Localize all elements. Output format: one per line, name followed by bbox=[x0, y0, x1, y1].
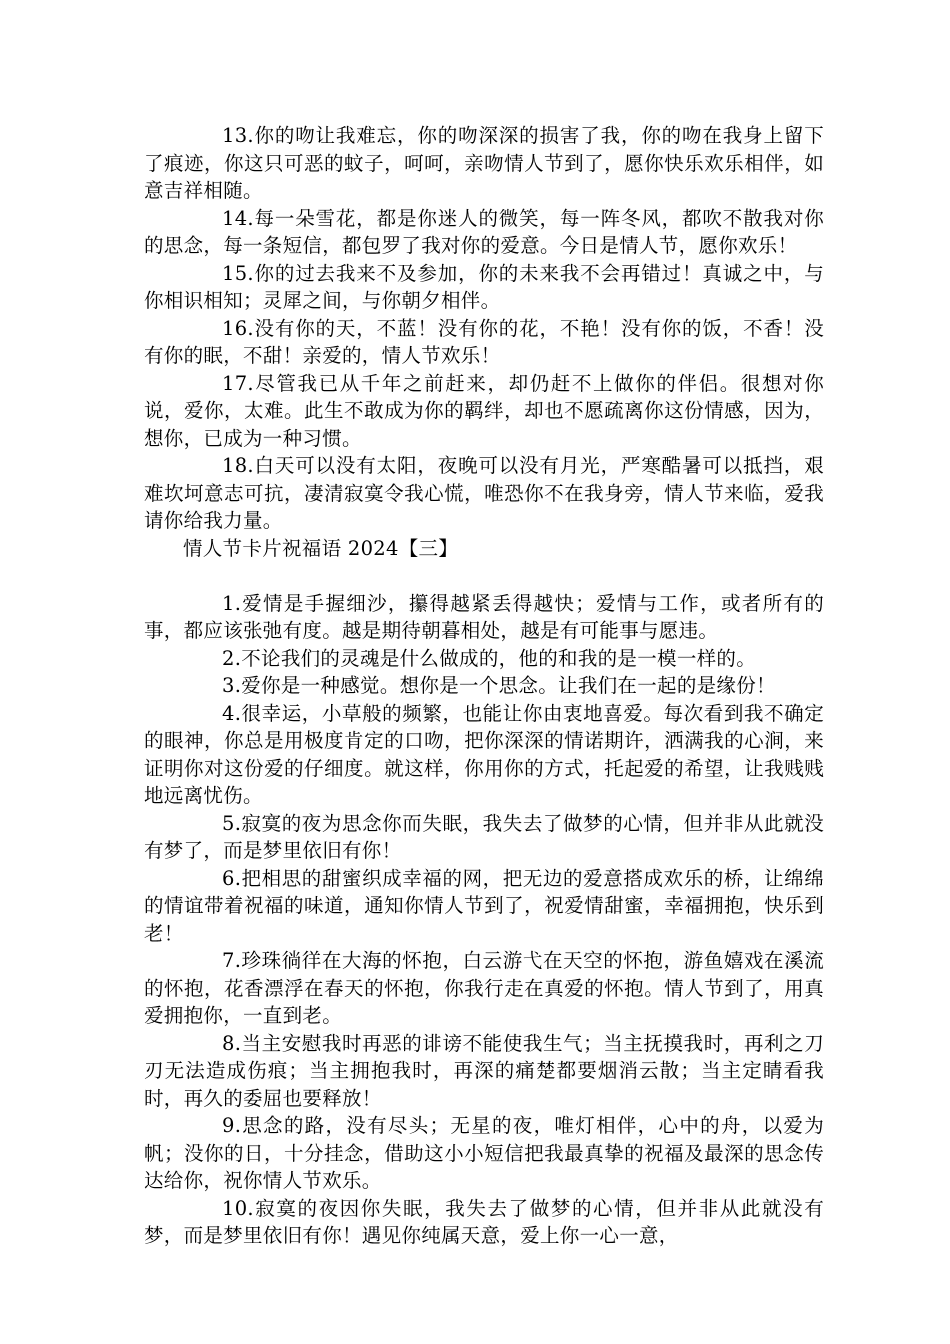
item-number: 2. bbox=[222, 646, 242, 670]
wish-item-15 bbox=[144, 260, 824, 315]
wish-item-18 bbox=[144, 452, 824, 535]
item-text: 不论我们的灵魂是什么做成的，他的和我的是一模一样的。 bbox=[241, 646, 757, 670]
section-heading: 情人节卡片祝福语 2024【三】 bbox=[183, 536, 459, 560]
wish-item-7 bbox=[144, 947, 824, 1030]
item-number: 10. bbox=[222, 1196, 254, 1220]
item-text: 珍珠徜徉在大海的怀抱，白云游弋在天空的怀抱，游鱼嬉戏在溪流的怀抱，花香漂浮在春天的怀抱，你我行走在真爱的怀抱。情人节到了，用真爱拥抱你，一直到老。 bbox=[144, 949, 824, 1027]
wish-list-section-b bbox=[144, 590, 824, 1250]
item-text: 爱情是手握细沙，攥得越紧丢得越快；爱情与工作，或者所有的事，都应该张弛有度。越是期待朝暮相处，越是有可能事与愿违。 bbox=[144, 591, 824, 642]
item-text: 爱你是一种感觉。想你是一个思念。让我们在一起的是缘份！ bbox=[241, 674, 776, 697]
blank-line bbox=[144, 562, 824, 590]
wish-item-14 bbox=[144, 205, 824, 260]
item-number: 8. bbox=[222, 1031, 242, 1055]
item-number: 18. bbox=[222, 454, 254, 477]
wish-item-17 bbox=[144, 370, 824, 453]
item-number: 6. bbox=[222, 866, 242, 890]
wish-item-6 bbox=[144, 865, 824, 948]
wish-item-9 bbox=[144, 1112, 824, 1195]
wish-item-3 bbox=[144, 672, 824, 700]
item-number: 1. bbox=[222, 591, 242, 615]
wish-item-2 bbox=[144, 645, 824, 673]
item-text: 思念的路，没有尽头；无星的夜，唯灯相伴，心中的舟，以爱为帆；没你的日，十分挂念，借助这小小短信把我最真挚的祝福及最深的思念传达给你，祝你情人节欢乐。 bbox=[144, 1114, 824, 1192]
wish-item-1 bbox=[144, 590, 824, 645]
item-text: 你的过去我来不及参加，你的未来我不会再错过！真诚之中，与你相识相知；灵犀之间，与你朝夕相伴。 bbox=[144, 261, 824, 312]
item-number: 16. bbox=[222, 316, 254, 340]
item-number: 17. bbox=[222, 371, 254, 395]
wish-item-16 bbox=[144, 315, 824, 370]
item-number: 9. bbox=[222, 1114, 242, 1137]
item-number: 5. bbox=[222, 811, 242, 835]
wish-item-13 bbox=[144, 122, 824, 205]
item-text: 没有你的天，不蓝！没有你的花，不艳！没有你的饭，不香！没有你的眠，不甜！亲爱的，情人节欢乐！ bbox=[144, 316, 824, 367]
item-number: 14. bbox=[222, 206, 254, 230]
item-number: 4. bbox=[222, 701, 242, 725]
item-text: 尽管我已从千年之前赶来，却仍赶不上做你的伴侣。很想对你说，爱你，太难。此生不敢成为你的羁绊，却也不愿疏离你这份情感，因为，想你，已成为一种习惯。 bbox=[144, 371, 824, 450]
item-text: 每一朵雪花，都是你迷人的微笑，每一阵冬风，都吹不散我对你的思念，每一条短信，都包罗了我对你的爱意。今日是情人节，愿你欢乐！ bbox=[144, 206, 824, 257]
wish-item-8 bbox=[144, 1030, 824, 1113]
item-text: 寂寞的夜因你失眠，我失去了做梦的心情，但并非从此就没有梦，而是梦里依旧有你！遇见你纯属天意，爱上你一心一意， bbox=[144, 1196, 824, 1247]
document-body bbox=[144, 122, 824, 1250]
wish-item-4 bbox=[144, 700, 824, 810]
wish-list-section-a bbox=[144, 122, 824, 535]
item-text: 寂寞的夜为思念你而失眠，我失去了做梦的心情，但并非从此就没有梦了，而是梦里依旧有你！ bbox=[144, 811, 824, 862]
item-text: 你的吻让我难忘，你的吻深深的损害了我，你的吻在我身上留下了痕迹，你这只可恶的蚊子，呵呵，亲吻情人节到了，愿你快乐欢乐相伴，如意吉祥相随。 bbox=[144, 124, 824, 202]
item-text: 很幸运，小草般的频繁，也能让你由衷地喜爱。每次看到我不确定的眼神，你总是用极度肯定的口吻，把你深深的情诺期许，洒满我的心涧，来证明你对这份爱的仔细度。就这样，你用你的方式，托起爱的希望，让我贱贱地远离忧伤。 bbox=[144, 701, 824, 807]
item-number: 3. bbox=[222, 674, 242, 697]
item-text: 把相思的甜蜜织成幸福的网，把无边的爱意搭成欢乐的桥，让绵绵的情谊带着祝福的味道，通知你情人节到了，祝爱情甜蜜，幸福拥抱，快乐到老！ bbox=[144, 866, 824, 945]
item-text: 白天可以没有太阳，夜晚可以没有月光，严寒酷暑可以抵挡，艰难坎坷意志可抗，凄清寂寞令我心慌，唯恐你不在我身旁，情人节来临，爱我请你给我力量。 bbox=[144, 454, 824, 532]
item-text: 当主安慰我时再恶的诽谤不能使我生气；当主抚摸我时，再利之刀刃无法造成伤痕；当主拥抱我时，再深的痛楚都要烟消云散；当主定睛看我时，再久的委屈也要释放！ bbox=[144, 1031, 824, 1110]
wish-item-10 bbox=[144, 1195, 824, 1250]
item-number: 13. bbox=[222, 124, 254, 147]
item-number: 7. bbox=[222, 949, 242, 972]
item-number: 15. bbox=[222, 261, 254, 285]
wish-item-5 bbox=[144, 810, 824, 865]
